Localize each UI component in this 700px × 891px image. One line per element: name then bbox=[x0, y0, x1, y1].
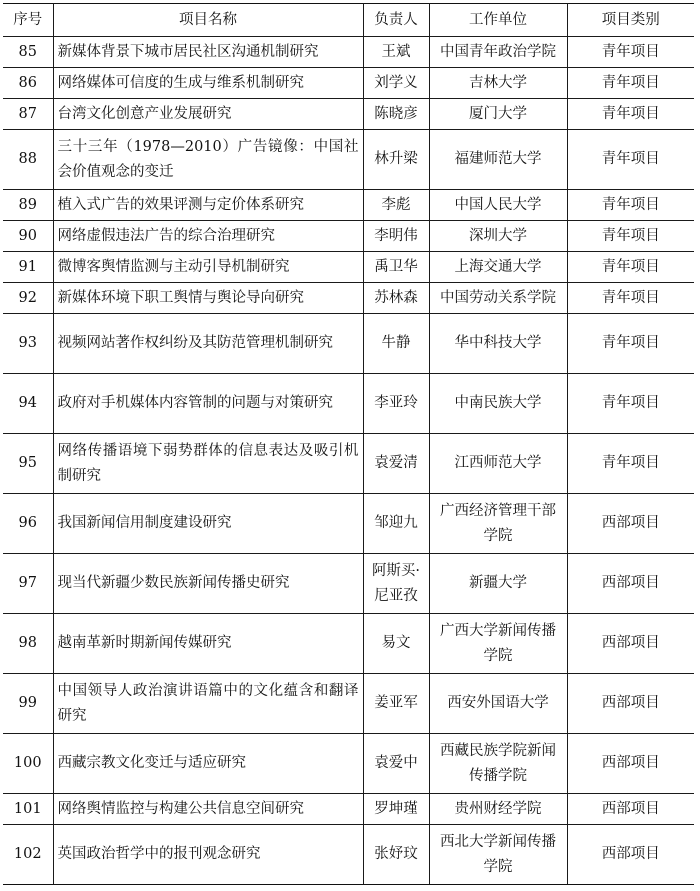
project-title: 政府对手机媒体内容管制的问题与对策研究 bbox=[53, 374, 363, 434]
project-leader: 牛静 bbox=[363, 314, 429, 374]
project-category: 青年项目 bbox=[567, 283, 694, 314]
table-row bbox=[3, 283, 694, 314]
row-number: 98 bbox=[3, 614, 53, 674]
table-row bbox=[3, 794, 694, 825]
project-title: 越南革新时期新闻传媒研究 bbox=[53, 614, 363, 674]
project-leader: 袁爱中 bbox=[363, 734, 429, 794]
work-unit: 中南民族大学 bbox=[429, 374, 567, 434]
project-leader: 袁爱清 bbox=[363, 434, 429, 494]
header-person: 负责人 bbox=[363, 4, 429, 37]
project-leader: 李亚玲 bbox=[363, 374, 429, 434]
project-leader: 罗坤瑾 bbox=[363, 794, 429, 825]
project-title: 西藏宗教文化变迁与适应研究 bbox=[53, 734, 363, 794]
table-body bbox=[3, 37, 694, 885]
work-unit: 华中科技大学 bbox=[429, 314, 567, 374]
project-leader: 刘学义 bbox=[363, 68, 429, 99]
project-category: 青年项目 bbox=[567, 434, 694, 494]
header-no: 序号 bbox=[3, 4, 53, 37]
project-category: 青年项目 bbox=[567, 190, 694, 221]
project-title: 微博客舆情监测与主动引导机制研究 bbox=[53, 252, 363, 283]
table-row bbox=[3, 825, 694, 885]
project-leader: 陈晓彦 bbox=[363, 99, 429, 130]
table-row bbox=[3, 734, 694, 794]
project-leader: 姜亚军 bbox=[363, 674, 429, 734]
work-unit: 西藏民族学院新闻传播学院 bbox=[429, 734, 567, 794]
project-title: 英国政治哲学中的报刊观念研究 bbox=[53, 825, 363, 885]
project-category: 青年项目 bbox=[567, 252, 694, 283]
project-leader: 王斌 bbox=[363, 37, 429, 68]
work-unit: 中国劳动关系学院 bbox=[429, 283, 567, 314]
work-unit: 上海交通大学 bbox=[429, 252, 567, 283]
work-unit: 西北大学新闻传播学院 bbox=[429, 825, 567, 885]
row-number: 102 bbox=[3, 825, 53, 885]
project-leader: 苏林森 bbox=[363, 283, 429, 314]
row-number: 97 bbox=[3, 554, 53, 614]
table-row bbox=[3, 130, 694, 190]
table-header bbox=[3, 4, 694, 37]
project-title: 台湾文化创意产业发展研究 bbox=[53, 99, 363, 130]
project-category: 青年项目 bbox=[567, 130, 694, 190]
project-category: 西部项目 bbox=[567, 554, 694, 614]
project-category: 西部项目 bbox=[567, 734, 694, 794]
work-unit: 西安外国语大学 bbox=[429, 674, 567, 734]
projects-table bbox=[3, 3, 694, 885]
project-leader: 阿斯买·尼亚孜 bbox=[363, 554, 429, 614]
work-unit: 中国人民大学 bbox=[429, 190, 567, 221]
project-title: 中国领导人政治演讲语篇中的文化蕴含和翻译研究 bbox=[53, 674, 363, 734]
project-category: 青年项目 bbox=[567, 37, 694, 68]
project-title: 网络媒体可信度的生成与维系机制研究 bbox=[53, 68, 363, 99]
table-row bbox=[3, 190, 694, 221]
row-number: 100 bbox=[3, 734, 53, 794]
project-leader: 张妤玟 bbox=[363, 825, 429, 885]
header-category: 项目类别 bbox=[567, 4, 694, 37]
table-row bbox=[3, 674, 694, 734]
project-title: 三十三年（1978—2010）广告镜像：中国社会价值观念的变迁 bbox=[53, 130, 363, 190]
project-category: 青年项目 bbox=[567, 314, 694, 374]
work-unit: 新疆大学 bbox=[429, 554, 567, 614]
project-leader: 邹迎九 bbox=[363, 494, 429, 554]
table-row bbox=[3, 252, 694, 283]
header-unit: 工作单位 bbox=[429, 4, 567, 37]
project-leader: 李彪 bbox=[363, 190, 429, 221]
table-row bbox=[3, 221, 694, 252]
project-category: 西部项目 bbox=[567, 614, 694, 674]
row-number: 95 bbox=[3, 434, 53, 494]
project-title: 视频网站著作权纠纷及其防范管理机制研究 bbox=[53, 314, 363, 374]
project-leader: 林升梁 bbox=[363, 130, 429, 190]
row-number: 101 bbox=[3, 794, 53, 825]
project-title: 新媒体背景下城市居民社区沟通机制研究 bbox=[53, 37, 363, 68]
project-leader: 李明伟 bbox=[363, 221, 429, 252]
table-row bbox=[3, 314, 694, 374]
project-category: 西部项目 bbox=[567, 494, 694, 554]
project-title: 新媒体环境下职工舆情与舆论导向研究 bbox=[53, 283, 363, 314]
row-number: 93 bbox=[3, 314, 53, 374]
table-row bbox=[3, 614, 694, 674]
project-leader: 易文 bbox=[363, 614, 429, 674]
project-category: 青年项目 bbox=[567, 68, 694, 99]
table-row bbox=[3, 554, 694, 614]
work-unit: 吉林大学 bbox=[429, 68, 567, 99]
table-row bbox=[3, 37, 694, 68]
work-unit: 福建师范大学 bbox=[429, 130, 567, 190]
work-unit: 广西大学新闻传播学院 bbox=[429, 614, 567, 674]
project-leader: 禹卫华 bbox=[363, 252, 429, 283]
row-number: 88 bbox=[3, 130, 53, 190]
work-unit: 厦门大学 bbox=[429, 99, 567, 130]
row-number: 85 bbox=[3, 37, 53, 68]
header-row bbox=[3, 4, 694, 37]
row-number: 92 bbox=[3, 283, 53, 314]
project-title: 网络虚假违法广告的综合治理研究 bbox=[53, 221, 363, 252]
work-unit: 深圳大学 bbox=[429, 221, 567, 252]
header-title: 项目名称 bbox=[53, 4, 363, 37]
row-number: 99 bbox=[3, 674, 53, 734]
row-number: 87 bbox=[3, 99, 53, 130]
table-row bbox=[3, 68, 694, 99]
row-number: 89 bbox=[3, 190, 53, 221]
table-row bbox=[3, 494, 694, 554]
row-number: 91 bbox=[3, 252, 53, 283]
row-number: 94 bbox=[3, 374, 53, 434]
row-number: 96 bbox=[3, 494, 53, 554]
table-row bbox=[3, 99, 694, 130]
work-unit: 广西经济管理干部学院 bbox=[429, 494, 567, 554]
project-category: 青年项目 bbox=[567, 221, 694, 252]
row-number: 90 bbox=[3, 221, 53, 252]
table-row bbox=[3, 374, 694, 434]
project-title: 植入式广告的效果评测与定价体系研究 bbox=[53, 190, 363, 221]
project-title: 网络舆情监控与构建公共信息空间研究 bbox=[53, 794, 363, 825]
project-title: 网络传播语境下弱势群体的信息表达及吸引机制研究 bbox=[53, 434, 363, 494]
row-number: 86 bbox=[3, 68, 53, 99]
project-category: 西部项目 bbox=[567, 825, 694, 885]
work-unit: 中国青年政治学院 bbox=[429, 37, 567, 68]
project-title: 我国新闻信用制度建设研究 bbox=[53, 494, 363, 554]
work-unit: 江西师范大学 bbox=[429, 434, 567, 494]
work-unit: 贵州财经学院 bbox=[429, 794, 567, 825]
project-category: 青年项目 bbox=[567, 374, 694, 434]
project-category: 西部项目 bbox=[567, 794, 694, 825]
project-title: 现当代新疆少数民族新闻传播史研究 bbox=[53, 554, 363, 614]
table-row bbox=[3, 434, 694, 494]
project-category: 青年项目 bbox=[567, 99, 694, 130]
project-category: 西部项目 bbox=[567, 674, 694, 734]
